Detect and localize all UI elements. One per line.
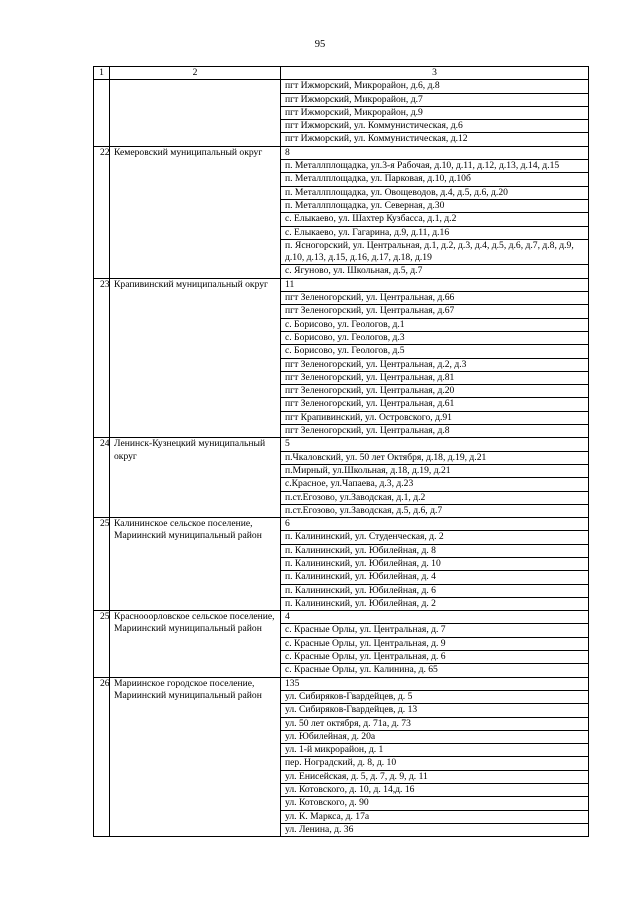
row-number: 25 (94, 518, 110, 611)
address-cell: п.Чкаловский, ул. 50 лет Октября, д.18, д.19, д.21 (281, 451, 589, 464)
address-cell: ул. Котовского, д. 10, д. 14,д. 16 (281, 784, 589, 797)
address-cell: с. Борисово, ул. Геологов, д.3 (281, 331, 589, 344)
table-row (94, 278, 589, 291)
address-cell: ул. Котовского, д. 90 (281, 797, 589, 810)
address-cell: с. Красные Орлы, ул. Калинина, д. 65 (281, 664, 589, 677)
address-cell: п. Калининский, ул. Юбилейная, д. 2 (281, 597, 589, 610)
address-cell: п.ст.Егозово, ул.Заводская, д.1, д.2 (281, 491, 589, 504)
district-name: Кемеровский муниципальный округ (110, 146, 281, 278)
address-cell: пгт Ижморский, Микрорайон, д.7 (281, 93, 589, 106)
header-col-2: 2 (110, 67, 281, 80)
table-row (94, 80, 589, 93)
building-count: 8 (281, 146, 589, 159)
address-cell: ул. Юбилейная, д. 20а (281, 730, 589, 743)
row-number: 22 (94, 146, 110, 278)
building-count: 5 (281, 438, 589, 451)
address-cell: п. Металлплощадка, ул.3-я Рабочая, д.10, д.11, д.12, д.13, д.14, д.15 (281, 160, 589, 173)
address-cell: пгт Зеленогорский, ул. Центральная, д.67 (281, 305, 589, 318)
table-header-row (94, 67, 589, 80)
address-cell: с. Елыкаево, ул. Гагарина, д.9, д.11, д.16 (281, 226, 589, 239)
district-name (110, 80, 281, 146)
header-col-1: 1 (94, 67, 110, 80)
address-cell: с.Красное, ул.Чапаева, д.3, д.23 (281, 478, 589, 491)
row-number (94, 80, 110, 146)
table-row (94, 677, 589, 690)
address-cell: п. Ясногорский, ул. Центральная, д.1, д.2, д.3, д.4, д.5, д.6, д.7, д.8, д.9, д.10, д.13, д.15, д.16, д.17, д.18, д.19 (281, 239, 589, 265)
address-cell: с. Борисово, ул. Геологов, д.5 (281, 345, 589, 358)
row-number: 24 (94, 438, 110, 518)
address-cell: пер. Ноградский, д. 8, д. 10 (281, 757, 589, 770)
address-cell: пгт Крапивинский, ул. Островского, д.91 (281, 411, 589, 424)
address-cell: пгт Зеленогорский, ул. Центральная, д.2, д.3 (281, 358, 589, 371)
district-name: Мариинское городское поселение, Мариинский муниципальный район (110, 677, 281, 837)
address-cell: пгт Зеленогорский, ул. Центральная, д.66 (281, 292, 589, 305)
building-count: 135 (281, 677, 589, 690)
address-cell: пгт Зеленогорский, ул. Центральная, д.8 (281, 425, 589, 438)
address-cell: пгт Ижморский, ул. Коммунистическая, д.6 (281, 120, 589, 133)
address-cell: ул. Ленина, д. 36 (281, 823, 589, 836)
building-count: 11 (281, 278, 589, 291)
address-cell: пгт Зеленогорский, ул. Центральная, д.81 (281, 371, 589, 384)
table-row (94, 611, 589, 624)
row-number: 25 (94, 611, 110, 677)
address-cell: пгт Ижморский, ул. Коммунистическая, д.12 (281, 133, 589, 146)
address-cell: п. Металлплощадка, ул. Овощеводов, д.4, д.5, д.6, д.20 (281, 186, 589, 199)
address-cell: п.Мирный, ул.Школьная, д.18, д.19, д.21 (281, 464, 589, 477)
row-number: 26 (94, 677, 110, 837)
district-name: Ленинск-Кузнецкий муниципальный округ (110, 438, 281, 518)
address-cell: п. Калининский, ул. Студенческая, д. 2 (281, 531, 589, 544)
table-row (94, 518, 589, 531)
address-cell: с. Борисово, ул. Геологов, д.1 (281, 318, 589, 331)
building-count: 6 (281, 518, 589, 531)
table-row (94, 146, 589, 159)
address-cell: п. Калининский, ул. Юбилейная, д. 6 (281, 584, 589, 597)
address-cell: ул. К. Маркса, д. 17а (281, 810, 589, 823)
address-cell: пгт Ижморский, Микрорайон, д.9 (281, 106, 589, 119)
address-cell: ул. Сибиряков-Гвардейцев, д. 13 (281, 704, 589, 717)
address-cell: пгт Зеленогорский, ул. Центральная, д.61 (281, 398, 589, 411)
district-name: Краснооорловское сельское поселение, Мариинский муниципальный район (110, 611, 281, 677)
building-count: 4 (281, 611, 589, 624)
address-cell: пгт Зеленогорский, ул. Центральная, д.20 (281, 385, 589, 398)
header-col-3: 3 (281, 67, 589, 80)
address-cell: с. Красные Орлы, ул. Центральная, д. 7 (281, 624, 589, 637)
address-cell: с. Красные Орлы, ул. Центральная, д. 6 (281, 651, 589, 664)
address-cell: с. Красные Орлы, ул. Центральная, д. 9 (281, 637, 589, 650)
address-cell: п.ст.Егозово, ул.Заводская, д.5, д.6, д.7 (281, 504, 589, 517)
address-cell: пгт Ижморский, Микрорайон, д.6, д.8 (281, 80, 589, 93)
address-cell: ул. Енисейская, д. 5, д. 7, д. 9, д. 11 (281, 770, 589, 783)
district-name: Крапивинский муниципальный округ (110, 278, 281, 438)
table-body (94, 80, 589, 837)
row-number: 23 (94, 278, 110, 438)
address-cell: п. Калининский, ул. Юбилейная, д. 10 (281, 557, 589, 570)
address-cell: ул. 1-й микрорайон, д. 1 (281, 744, 589, 757)
district-name: Калининское сельское поселение, Мариинский муниципальный район (110, 518, 281, 611)
addresses-table (93, 66, 589, 837)
page-number: 95 (314, 39, 326, 50)
address-cell: с. Ягуново, ул. Школьная, д.5, д.7 (281, 265, 589, 278)
address-cell: п. Калининский, ул. Юбилейная, д. 8 (281, 544, 589, 557)
address-cell: п. Металлплощадка, ул. Северная, д.30 (281, 199, 589, 212)
address-cell: п. Металлплощадка, ул. Парковая, д.10, д.10б (281, 173, 589, 186)
table-row (94, 438, 589, 451)
address-cell: п. Калининский, ул. Юбилейная, д. 4 (281, 571, 589, 584)
address-cell: с. Елыкаево, ул. Шахтер Кузбасса, д.1, д.2 (281, 213, 589, 226)
address-cell: ул. Сибиряков-Гвардейцев, д. 5 (281, 690, 589, 703)
address-cell: ул. 50 лет октября, д. 71а, д. 73 (281, 717, 589, 730)
